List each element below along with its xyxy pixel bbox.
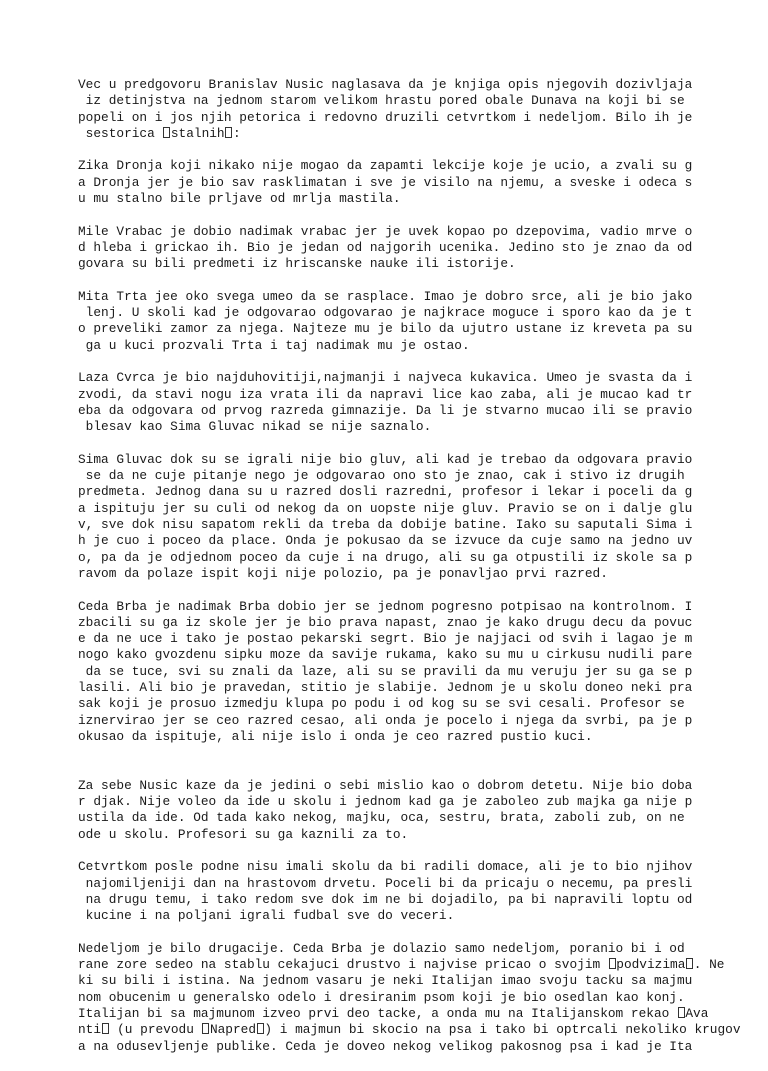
text-line: Mita Trta jee oko svega umeo da se rasplace. Imao je dobro srce, ali je bio jako: [78, 288, 693, 304]
text-line: v, sve dok nisu sapatom rekli da treba da dobije batine. Iako su saputali Sima i: [78, 517, 693, 533]
text-line: iznervirao jer se ceo razred cesao, ali onda je pocelo i njega da svrbi, pa je p: [78, 712, 693, 728]
text-line: h je cuo i poceo da place. Onda je pokusao da se izvuce da cuje samo na jedno uv: [78, 533, 693, 549]
text-line: o, pa da je odjednom poceo da cuje i na drugo, ali su ga otpustili iz skole sa p: [78, 549, 693, 565]
text-line: predmeta. Jednog dana su u razred dosli razredni, profesor i lekar i poceli da g: [78, 484, 693, 500]
text-line: a na odusevljenje publike. Ceda je doveo nekog velikog pakosnog psa i kad je Ita: [78, 1038, 693, 1054]
text-line: Vec u predgovoru Branislav Nusic naglasava da je knjiga opis njegovih dozivljaja: [78, 77, 693, 92]
missing-glyph-box: [102, 1023, 109, 1034]
paragraph: [78, 77, 698, 142]
paragraph: [78, 452, 698, 582]
text-line: se da ne cuje pitanje nego je odgovarao ono sto je znao, cak i stivo iz drugih: [78, 468, 685, 484]
paragraph: [78, 370, 698, 435]
paragraph: [78, 940, 741, 1055]
missing-glyph-box: [225, 127, 232, 138]
text-line: blesav kao Sima Gluvac nikad se nije saznalo.: [78, 419, 432, 435]
document-body: [78, 77, 741, 1071]
text-line: Italijan bi sa majmunom izveo prvi deo tacke, a onda mu na Italijanskom rekao Ava: [78, 1005, 709, 1021]
text-line: ki su bili i istina. Na jednom vasaru je neki Italijan imao svoju tacku sa majmu: [78, 973, 693, 989]
paragraph: [78, 778, 698, 843]
text-line: nogo kako gvozdenu sipku moze da savije rukama, kako su mu u cirkusu nudili pare: [78, 647, 693, 663]
text-line: iz detinjstva na jednom starom velikom hrastu pored obale Dunava na koji bi se: [78, 93, 685, 109]
text-line: Ceda Brba je nadimak Brba dobio jer se jednom pogresno potpisao na kontrolnom. I: [78, 598, 693, 614]
text-line: sak koji je prosuo izmedju klupa po podu i od kog su se svi cesali. Profesor se: [78, 696, 685, 712]
text-line: ode u skolu. Profesori su ga kaznili za to.: [78, 826, 409, 842]
text-line: Cetvrtkom posle podne nisu imali skolu da bi radili domace, ali je to bio njihov: [78, 859, 693, 875]
paragraph: [78, 599, 698, 746]
text-line: Zika Dronja koji nikako nije mogao da zapamti lekcije koje je ucio, a zvali su g: [78, 158, 693, 174]
text-line: nom obucenim u generalsko odelo i dresiranim psom koji je bio osedlan kao konj.: [78, 989, 685, 1005]
paragraph: [78, 289, 698, 354]
text-line: r djak. Nije voleo da ide u skolu i jednom kad ga je zaboleo zub majka ga nije p: [78, 794, 693, 810]
text-line: zbacili su ga iz skole jer je bio prava napast, znao je kako drugu decu da povuc: [78, 614, 693, 630]
text-line: nti (u prevodu Napred ) i majmun bi skocio na psa i tako bi optrcali nekoliko krugov: [78, 1022, 741, 1038]
missing-glyph-box: [686, 958, 693, 969]
text-line: zvodi, da stavi nogu iza vrata ili da napravi lice kao zaba, ali je mucao kad tr: [78, 386, 693, 402]
text-line: a Dronja jer je bio sav rasklimatan i sve je visilo na njemu, a sveske i odeca s: [78, 174, 693, 190]
paragraph: [78, 158, 698, 207]
text-line: kucine i na poljani igrali fudbal sve do veceri.: [78, 908, 455, 924]
text-line: ravom da polaze ispit koji nije polozio, pa je ponavljao prvi razred.: [78, 565, 608, 581]
missing-glyph-box: [257, 1023, 264, 1034]
text-line: e da ne uce i tako je postao pekarski segrt. Bio je najjaci od svih i lagao je m: [78, 631, 693, 647]
text-line: Sima Gluvac dok su se igrali nije bio gluv, ali kad je trebao da odgovara pravio: [78, 451, 693, 467]
missing-glyph-box: [678, 1007, 685, 1018]
text-line: Za sebe Nusic kaze da je jedini o sebi mislio kao o dobrom detetu. Nije bio doba: [78, 777, 693, 793]
text-line: govara su bili predmeti iz hriscanske nauke ili istorije.: [78, 256, 516, 272]
text-line: lasili. Ali bio je pravedan, stitio je slabije. Jednom je u skolu doneo neki pra: [78, 679, 693, 695]
text-line: Mile Vrabac je dobio nadimak vrabac jer je uvek kopao po dzepovima, vadio mrve o: [78, 223, 693, 239]
text-line: Laza Cvrca je bio najduhovitiji,najmanji i najveca kukavica. Umeo je svasta da i: [78, 370, 693, 386]
text-line: Nedeljom je bilo drugacije. Ceda Brba je dolazio samo nedeljom, poranio bi i od: [78, 940, 685, 956]
text-line: popeli on i jos njih petorica i redovno druzili cetvrtkom i nedeljom. Bilo ih je: [78, 109, 693, 125]
missing-glyph-box: [202, 1023, 209, 1034]
missing-glyph-box: [609, 958, 616, 969]
text-line: d hleba i grickao ih. Bio je jedan od najgorih ucenika. Jedino sto je znao da od: [78, 239, 693, 255]
text-line: o preveliki zamor za njega. Najteze mu je bilo da ujutro ustane iz kreveta pa su: [78, 321, 693, 337]
text-line: sestorica stalnih :: [78, 125, 241, 141]
text-line: rane zore sedeo na stablu cekajuci drustvo i najvise pricao o svojim podvizima . Ne: [78, 957, 725, 973]
text-line: na drugu temu, i tako redom sve dok im ne bi dojadilo, pa bi napravili loptu od: [78, 891, 693, 907]
text-line: okusao da ispituje, ali nije islo i onda je ceo razred pustio kuci.: [78, 728, 593, 744]
paragraph: [78, 859, 698, 924]
text-line: a ispituju jer su culi od nekog da on uopste nije gluv. Pravio se on i dalje glu: [78, 500, 693, 516]
text-line: ustila da ide. Od tada kako nekog, majku, oca, sestru, brata, zaboli zub, on ne: [78, 810, 685, 826]
text-line: u mu stalno bile prljave od mrlja mastila.: [78, 191, 401, 207]
text-line: najomiljeniji dan na hrastovom drvetu. Poceli bi da pricaju o necemu, pa presli: [78, 875, 693, 891]
text-line: eba da odgovara od prvog razreda gimnazije. Da li je stvarno mucao ili se pravio: [78, 402, 693, 418]
text-line: da se tuce, svi su znali da laze, ali su se pravili da mu veruju jer su ga se p: [78, 663, 693, 679]
paragraph: [78, 224, 698, 273]
missing-glyph-box: [163, 127, 170, 138]
text-line: ga u kuci prozvali Trta i taj nadimak mu je ostao.: [78, 337, 470, 353]
text-line: lenj. U skoli kad je odgovarao odgovarao je najkrace moguce i sporo kao da je t: [78, 305, 693, 321]
